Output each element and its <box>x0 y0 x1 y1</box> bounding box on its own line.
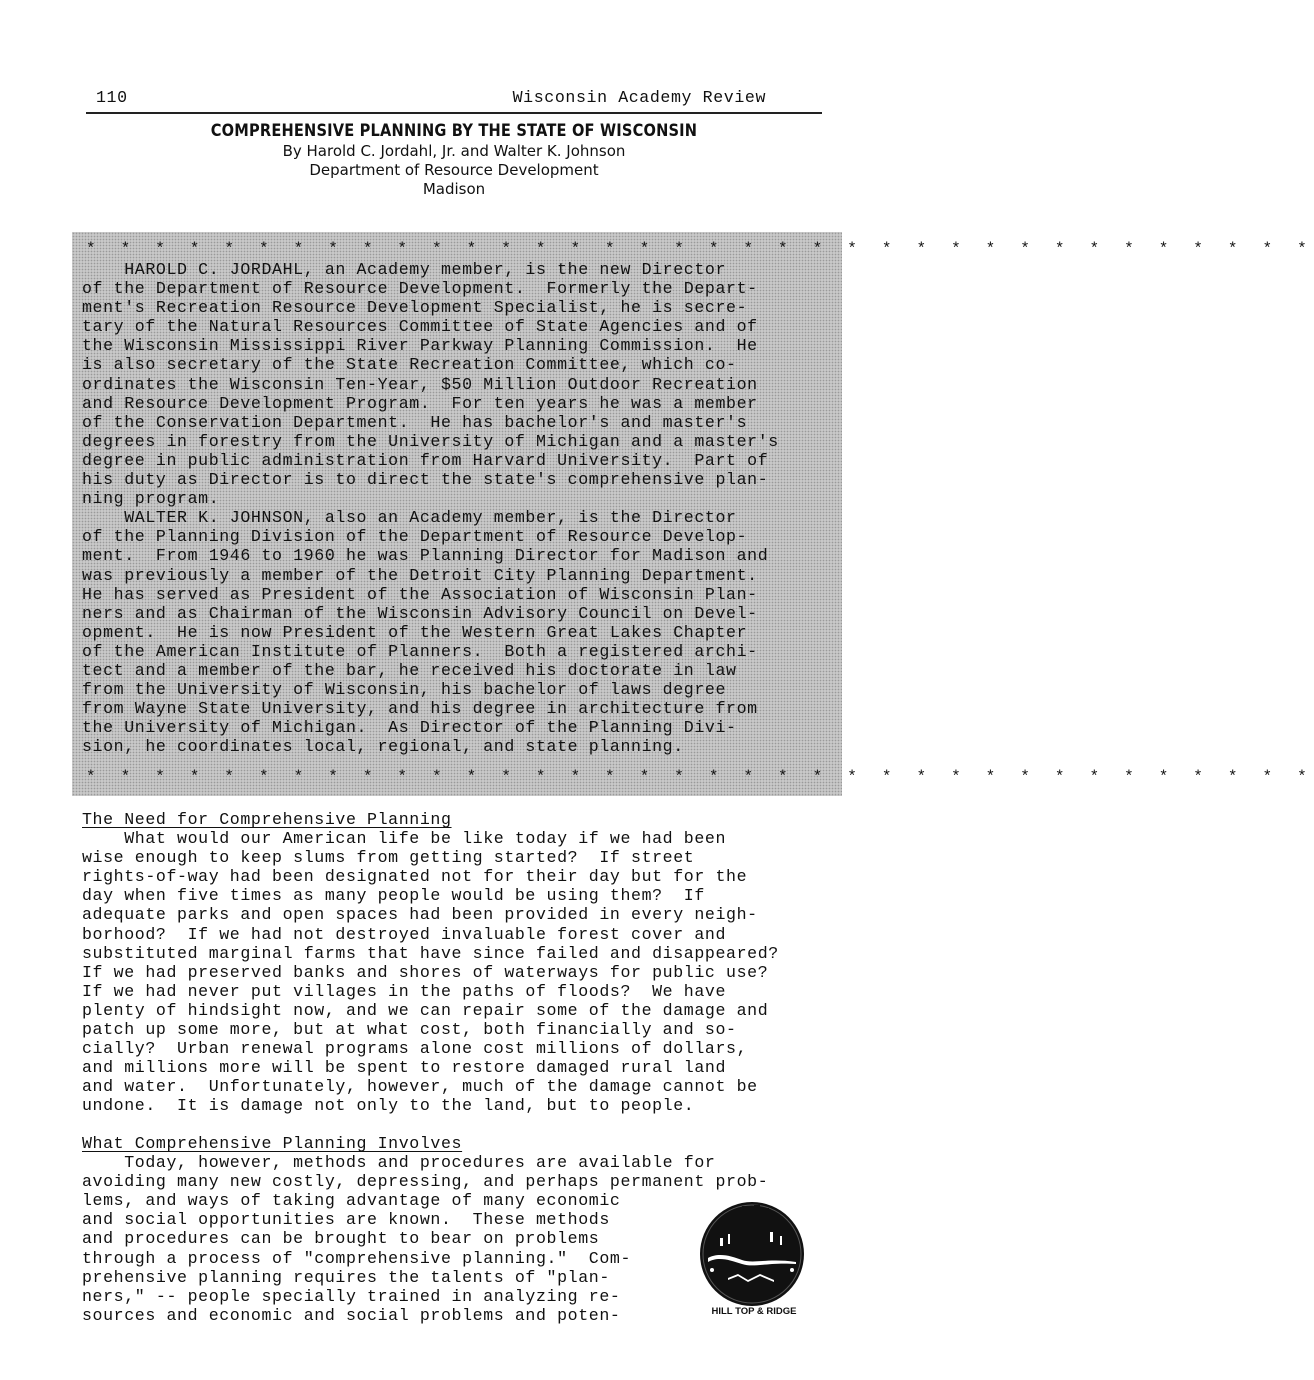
bio-line: the University of Michigan. As Director of the Planning Divi- <box>82 718 737 738</box>
paragraph-line: adequate parks and open spaces had been provided in every neigh- <box>82 905 758 925</box>
bio-line: ning program. <box>82 489 220 509</box>
bio-line: the Wisconsin Mississippi River Parkway Planning Commission. He <box>82 336 758 356</box>
page-number: 110 <box>96 88 128 107</box>
bio-line: from Wayne State University, and his degree in architecture from <box>82 699 758 719</box>
bio-line: sion, he coordinates local, regional, and state planning. <box>82 737 684 757</box>
bio-line: and Resource Development Program. For ten years he was a member <box>82 393 758 413</box>
paragraph-line: borhood? If we had not destroyed invaluable forest cover and <box>82 924 727 944</box>
paragraph-line: and water. Unfortunately, however, much of the damage cannot be <box>82 1077 758 1097</box>
paragraph-line: substituted marginal farms that have since failed and disappeared? <box>82 943 779 963</box>
bio-line: opment. He is now President of the Western Great Lakes Chapter <box>82 622 748 642</box>
author-location: Madison <box>422 180 486 198</box>
paragraph-line: undone. It is damage not only to the land, but to people. <box>82 1096 695 1116</box>
bio-line: ordinates the Wisconsin Ten-Year, $50 Million Outdoor Recreation <box>82 374 758 394</box>
star-rule-top: * * * * * * * * * * * * * * * * * * * * * * * * * * * * * * * * * * * * <box>86 240 1314 258</box>
paragraph-line: If we had preserved banks and shores of waterways for public use? <box>82 962 769 982</box>
bio-line: ment's Recreation Resource Development Specialist, he is secre- <box>82 298 748 318</box>
paragraph-line: sources and economic and social problems and poten- <box>82 1305 621 1325</box>
bio-line: from the University of Wisconsin, his bachelor of laws degree <box>82 680 727 700</box>
bio-line: is also secretary of the State Recreation Committee, which co- <box>82 355 737 375</box>
paragraph-line: and procedures can be brought to bear on problems <box>82 1229 600 1249</box>
emblem-caption: HILL TOP & RIDGE <box>711 1306 797 1317</box>
bio-line: of the Department of Resource Development. Formerly the Depart- <box>82 279 758 299</box>
bio-line: ners and as Chairman of the Wisconsin Advisory Council on Devel- <box>82 603 758 623</box>
paragraph-line: cially? Urban renewal programs alone cost millions of dollars, <box>82 1039 748 1059</box>
paragraph-line: avoiding many new costly, depressing, and perhaps permanent prob- <box>82 1172 769 1192</box>
paragraph-line: and social opportunities are known. These methods <box>82 1210 610 1230</box>
section-heading: What Comprehensive Planning Involves <box>82 1134 463 1153</box>
paragraph-line: rights-of-way had been designated not for their day but for the <box>82 867 748 887</box>
paragraph-line: What would our American life be like today if we had been <box>82 829 727 849</box>
bio-line: degree in public administration from Harvard University. Part of <box>82 450 769 470</box>
emblem-graphic <box>698 1198 810 1318</box>
article-byline: By Harold C. Jordahl, Jr. and Walter K. Johnson <box>282 142 626 160</box>
paragraph-line: day when five times as many people would be using them? If <box>82 886 705 906</box>
section-heading: The Need for Comprehensive Planning <box>82 810 452 829</box>
section-need-for-planning <box>82 810 842 1116</box>
hill-top-ridge-emblem-icon <box>698 1198 810 1318</box>
bio-line: of the Conservation Department. He has bachelor's and master's <box>82 412 748 432</box>
bio-line: HAROLD C. JORDAHL, an Academy member, is the new Director <box>82 260 727 279</box>
paragraph-line: and millions more will be spent to restore damaged rural land <box>82 1058 727 1078</box>
paragraph-line: ners," -- people specially trained in analyzing re- <box>82 1286 621 1306</box>
paragraph-line: through a process of "comprehensive planning." Com- <box>82 1248 632 1268</box>
paragraph-line: Today, however, methods and procedures are available for <box>82 1153 716 1173</box>
article-title: COMPREHENSIVE PLANNING BY THE STATE OF WISCONSIN <box>210 121 698 141</box>
author-department: Department of Resource Development <box>309 161 599 179</box>
bio-line: He has served as President of the Association of Wisconsin Plan- <box>82 584 758 604</box>
author-bio-box <box>72 232 1314 796</box>
running-header <box>86 86 822 114</box>
paragraph-line: lems, and ways of taking advantage of many economic <box>82 1191 621 1211</box>
article-title-block <box>86 120 822 199</box>
star-rule-bottom: * * * * * * * * * * * * * * * * * * * * * * * * * * * * * * * * * * * * <box>86 768 1314 786</box>
bio-line: of the American Institute of Planners. Both a registered archi- <box>82 641 758 661</box>
bio-line: of the Planning Division of the Department of Resource Develop- <box>82 527 748 547</box>
bio-line: was previously a member of the Detroit City Planning Department. <box>82 565 758 585</box>
paragraph-line: If we had never put villages in the paths of floods? We have <box>82 981 727 1001</box>
paragraph-line: prehensive planning requires the talents of "plan- <box>82 1267 610 1287</box>
paragraph-line: patch up some more, but at what cost, both financially and so- <box>82 1020 737 1040</box>
paragraph-line: wise enough to keep slums from getting started? If street <box>82 848 695 868</box>
bio-line: ment. From 1946 to 1960 he was Planning Director for Madison and <box>82 546 769 566</box>
bio-line: WALTER K. JOHNSON, also an Academy member, is the Director <box>82 508 737 528</box>
paragraph-line: plenty of hindsight now, and we can repair some of the damage and <box>82 1000 769 1020</box>
bio-line: his duty as Director is to direct the state's comprehensive plan- <box>82 470 769 490</box>
bio-line: tary of the Natural Resources Committee of State Agencies and of <box>82 317 758 337</box>
journal-title: Wisconsin Academy Review <box>512 88 766 107</box>
bio-line: degrees in forestry from the University of Michigan and a master's <box>82 431 779 451</box>
author-bio-text <box>82 260 834 756</box>
bio-line: tect and a member of the bar, he received his doctorate in law <box>82 660 737 680</box>
